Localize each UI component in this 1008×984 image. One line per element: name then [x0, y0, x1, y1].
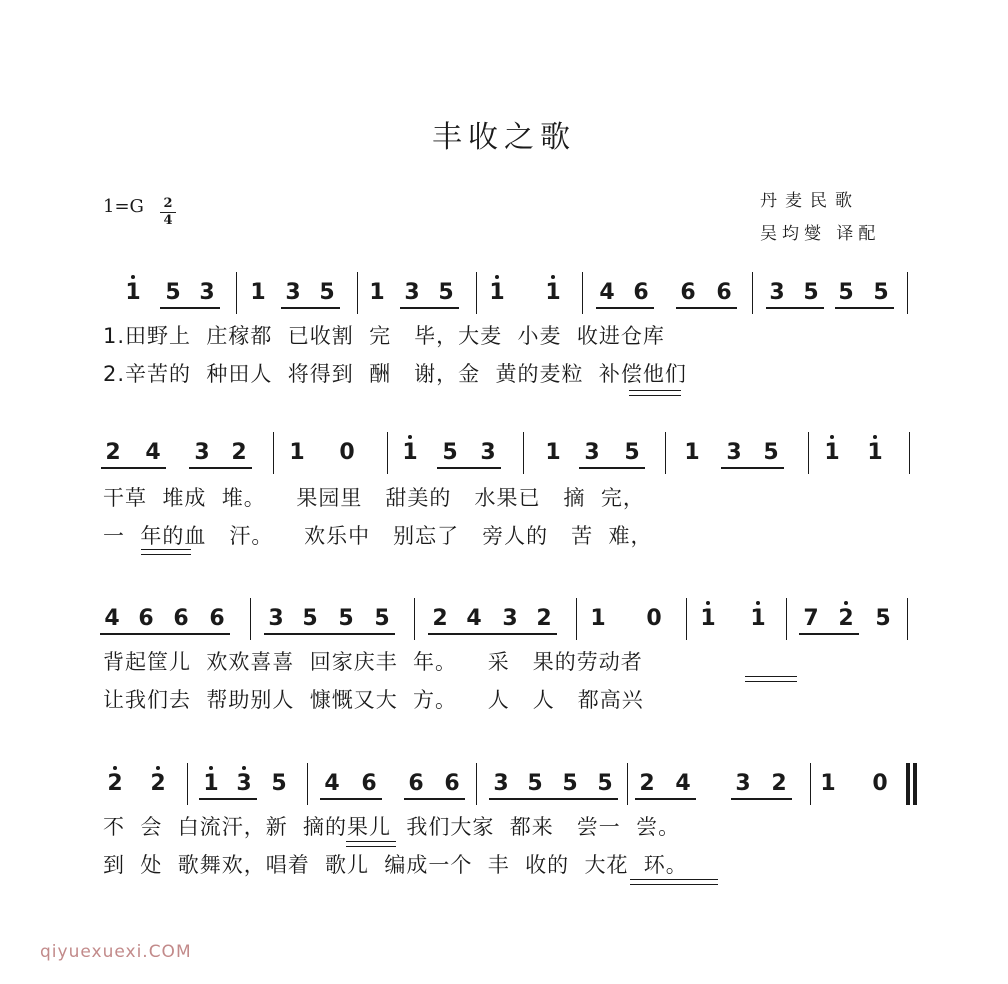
note: 5 — [838, 280, 854, 305]
bar-line — [909, 432, 910, 474]
note: 1 — [125, 280, 141, 305]
underline-beam — [400, 307, 459, 309]
bar-line — [523, 432, 524, 474]
octave-dot — [209, 766, 213, 770]
underline-beam — [676, 307, 737, 309]
note: 1 — [369, 280, 385, 305]
notation-line — [0, 432, 1008, 482]
note: 6 — [716, 280, 732, 305]
note: 1 — [203, 771, 219, 796]
octave-dot — [242, 766, 246, 770]
underline-beam — [428, 633, 557, 635]
song-title: 丰收之歌 — [432, 120, 576, 155]
underline-beam — [596, 307, 654, 309]
underline-beam — [835, 307, 894, 309]
bar-line — [236, 272, 237, 314]
note: 1 — [545, 280, 561, 305]
lyric-line-2: 一 年的血 汗。 欢乐中 别忘了 旁人的 苦 难， — [103, 524, 653, 548]
score-row-3 — [0, 598, 1008, 718]
note: 2 — [150, 771, 166, 796]
bar-line — [387, 432, 388, 474]
octave-dot — [844, 601, 848, 605]
note: 1 — [820, 771, 836, 796]
underline-beam — [404, 798, 465, 800]
note: 5 — [438, 280, 454, 305]
note: 0 — [646, 606, 662, 631]
octave-dot — [830, 435, 834, 439]
slur-underline — [346, 841, 396, 847]
notation-line — [0, 763, 1008, 813]
bar-line — [906, 763, 910, 805]
bar-line — [907, 598, 908, 640]
note: 3 — [502, 606, 518, 631]
note: 5 — [803, 280, 819, 305]
note: 5 — [527, 771, 543, 796]
score-row-2 — [0, 432, 1008, 552]
note: 5 — [562, 771, 578, 796]
bar-line — [357, 272, 358, 314]
bar-line — [686, 598, 687, 640]
note: 2 — [639, 771, 655, 796]
note: 1 — [824, 440, 840, 465]
slur-underline — [630, 879, 718, 885]
underline-beam — [579, 467, 645, 469]
note: 3 — [268, 606, 284, 631]
note: 6 — [680, 280, 696, 305]
bar-line — [627, 763, 628, 805]
note: 5 — [597, 771, 613, 796]
note: 2 — [432, 606, 448, 631]
slur-underline — [745, 676, 797, 682]
bar-line — [752, 272, 753, 314]
note: 1 — [684, 440, 700, 465]
bar-line — [476, 272, 477, 314]
note: 3 — [199, 280, 215, 305]
underline-beam — [101, 467, 166, 469]
bar-line — [907, 272, 908, 314]
underline-beam — [489, 798, 618, 800]
underline-beam — [199, 798, 257, 800]
note: 6 — [361, 771, 377, 796]
note: 1 — [489, 280, 505, 305]
note: 3 — [236, 771, 252, 796]
slur-underline — [629, 390, 681, 396]
note: 3 — [194, 440, 210, 465]
octave-dot — [408, 435, 412, 439]
underline-beam — [160, 307, 220, 309]
note: 5 — [875, 606, 891, 631]
note: 3 — [726, 440, 742, 465]
note: 6 — [408, 771, 424, 796]
bar-line — [582, 272, 583, 314]
note: 3 — [404, 280, 420, 305]
note: 1 — [250, 280, 266, 305]
note: 3 — [584, 440, 600, 465]
note: 5 — [442, 440, 458, 465]
note: 5 — [338, 606, 354, 631]
note: 6 — [633, 280, 649, 305]
underline-beam — [281, 307, 340, 309]
note: 6 — [173, 606, 189, 631]
octave-dot — [706, 601, 710, 605]
octave-dot — [156, 766, 160, 770]
note: 5 — [873, 280, 889, 305]
note: 4 — [104, 606, 120, 631]
note: 3 — [480, 440, 496, 465]
notation-line — [0, 272, 1008, 322]
bar-line — [414, 598, 415, 640]
note: 5 — [763, 440, 779, 465]
underline-beam — [721, 467, 784, 469]
notation-line — [0, 598, 1008, 648]
note: 6 — [444, 771, 460, 796]
note: 1 — [750, 606, 766, 631]
underline-beam — [264, 633, 395, 635]
octave-dot — [131, 275, 135, 279]
underline-beam — [189, 467, 252, 469]
note: 1 — [700, 606, 716, 631]
time-signature — [160, 197, 176, 228]
note: 6 — [209, 606, 225, 631]
note: 2 — [107, 771, 123, 796]
note: 4 — [599, 280, 615, 305]
octave-dot — [113, 766, 117, 770]
underline-beam — [731, 798, 792, 800]
note: 1 — [590, 606, 606, 631]
lyric-line-2: 2.辛苦的 种田人 将得到 酬 谢，金 黄的麦粒 补偿他们 — [103, 362, 687, 386]
lyric-line-1: 1.田野上 庄稼都 已收割 完 毕，大麦 小麦 收进仓库 — [103, 324, 665, 348]
bar-line — [250, 598, 251, 640]
note: 0 — [339, 440, 355, 465]
note: 4 — [466, 606, 482, 631]
underline-beam — [799, 633, 859, 635]
underline-beam — [320, 798, 382, 800]
note: 5 — [624, 440, 640, 465]
credit-arranger: 吴均燮 译配 — [760, 224, 881, 244]
bar-line — [786, 598, 787, 640]
note: 5 — [374, 606, 390, 631]
site-watermark: qiyuexuexi.COM — [40, 942, 192, 962]
lyric-line-1: 干草 堆成 堆。 果园里 甜美的 水果已 摘 完， — [103, 486, 645, 510]
bar-line — [808, 432, 809, 474]
bar-line — [810, 763, 811, 805]
key-signature: 1=G — [103, 196, 144, 217]
lyric-line-2: 到 处 歌舞欢，唱着 歌儿 编成一个 丰 收的 大花 环。 — [103, 853, 688, 877]
note: 6 — [138, 606, 154, 631]
note: 4 — [675, 771, 691, 796]
meter-bottom: 4 — [163, 213, 173, 228]
note: 2 — [536, 606, 552, 631]
note: 5 — [271, 771, 287, 796]
note: 1 — [289, 440, 305, 465]
note: 7 — [803, 606, 819, 631]
octave-dot — [551, 275, 555, 279]
note: 3 — [285, 280, 301, 305]
bar-line — [913, 763, 917, 805]
note: 3 — [735, 771, 751, 796]
underline-beam — [437, 467, 501, 469]
underline-beam — [766, 307, 824, 309]
bar-line — [665, 432, 666, 474]
credit-origin: 丹麦民歌 — [760, 191, 860, 211]
note: 3 — [769, 280, 785, 305]
lyric-line-1: 不 会 白流汗，新 摘的果儿 我们大家 都来 尝一 尝。 — [103, 815, 681, 839]
note: 5 — [319, 280, 335, 305]
note: 1 — [402, 440, 418, 465]
octave-dot — [756, 601, 760, 605]
bar-line — [476, 763, 477, 805]
note: 5 — [302, 606, 318, 631]
note: 0 — [872, 771, 888, 796]
note: 1 — [867, 440, 883, 465]
score-row-1 — [0, 272, 1008, 392]
lyric-line-1: 背起筐儿 欢欢喜喜 回家庆丰 年。 采 果的劳动者 — [103, 650, 643, 674]
octave-dot — [495, 275, 499, 279]
note: 4 — [324, 771, 340, 796]
octave-dot — [873, 435, 877, 439]
underline-beam — [100, 633, 230, 635]
note: 4 — [145, 440, 161, 465]
bar-line — [273, 432, 274, 474]
underline-beam — [635, 798, 696, 800]
slur-underline — [141, 549, 191, 555]
meter-top: 2 — [163, 196, 173, 211]
bar-line — [307, 763, 308, 805]
score-row-4 — [0, 763, 1008, 883]
note: 2 — [105, 440, 121, 465]
bar-line — [187, 763, 188, 805]
note: 5 — [165, 280, 181, 305]
note: 3 — [493, 771, 509, 796]
note: 1 — [545, 440, 561, 465]
lyric-line-2: 让我们去 帮助别人 慷慨又大 方。 人 人 都高兴 — [103, 688, 644, 712]
note: 2 — [838, 606, 854, 631]
note: 2 — [231, 440, 247, 465]
note: 2 — [771, 771, 787, 796]
bar-line — [576, 598, 577, 640]
